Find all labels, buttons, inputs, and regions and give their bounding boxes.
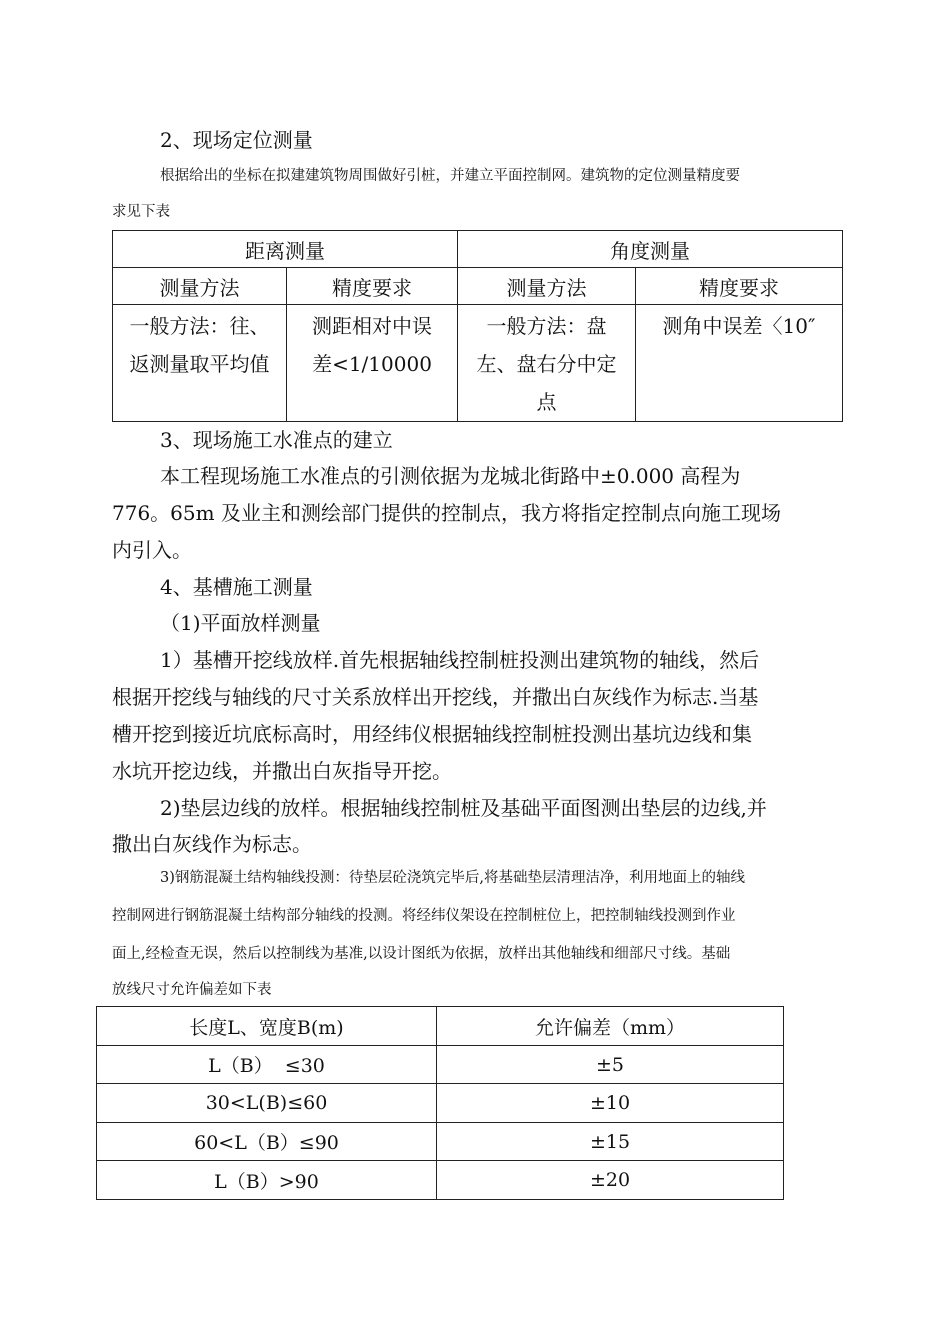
cell-line: 差<1/10000 — [312, 352, 432, 376]
column-header: 允许偏差（mm） — [437, 1007, 784, 1046]
table-row — [97, 1084, 784, 1123]
paragraph-3-line: 放线尺寸允许偏差如下表 — [112, 982, 272, 998]
table-cell: 30<L(B)≤60 — [97, 1084, 437, 1123]
paragraph-1-line: 根据开挖线与轴线的尺寸关系放样出开挖线，并撒出白灰线作为标志.当基 — [112, 685, 759, 709]
paragraph-1-line: 槽开挖到接近坑底标高时，用经纬仪根据轴线控制桩投测出基坑边线和集 — [112, 722, 752, 746]
cell-line: 测距相对中误 — [312, 314, 432, 338]
cell-line: 点 — [536, 390, 557, 414]
table-cell: L（B）>90 — [97, 1161, 437, 1200]
section-2-paragraph-line: 根据给出的坐标在拟建建筑物周围做好引桩，并建立平面控制网。建筑物的定位测量精度要 — [160, 168, 740, 184]
section-3-line: 776。65m 及业主和测绘部门提供的控制点，我方将指定控制点向施工现场 — [112, 501, 781, 525]
paragraph-3-line: 3)钢筋混凝土结构轴线投测：待垫层砼浇筑完毕后,将基础垫层清理洁净，利用地面上的轴线 — [160, 870, 745, 886]
paragraph-1-line: 1）基槽开挖线放样.首先根据轴线控制桩投测出建筑物的轴线，然后 — [160, 648, 760, 672]
cell-line: 测角中误差〈10″ — [662, 314, 816, 338]
positioning-accuracy-table — [112, 230, 843, 422]
paragraph-3-line: 面上,经检查无误，然后以控制线为基准,以设计图纸为依据，放样出其他轴线和细部尺寸线。基础 — [112, 946, 731, 962]
cell-line: 返测量取平均值 — [129, 352, 270, 376]
cell-line: 一般方法：盘 — [486, 314, 607, 338]
paragraph-1-line: 水坑开挖边线，并撒出白灰指导开挖。 — [112, 759, 452, 783]
section-3-line: 内引入。 — [112, 538, 192, 562]
subsection-heading: （1)平面放样测量 — [160, 611, 321, 635]
table-cell: ±20 — [437, 1161, 784, 1200]
cell-line: 一般方法：往、 — [129, 314, 270, 338]
table-cell: L（B） ≤30 — [97, 1046, 437, 1084]
section-2-heading: 2、现场定位测量 — [160, 128, 313, 152]
section-3-line: 本工程现场施工水准点的引测依据为龙城北街路中±0.000 高程为 — [160, 464, 741, 488]
distance-group-header: 距离测量 — [113, 231, 458, 268]
table-cell — [636, 305, 843, 422]
paragraph-2-line: 撒出白灰线作为标志。 — [112, 832, 312, 856]
table-cell: 60<L（B）≤90 — [97, 1123, 437, 1161]
table-cell: ±10 — [437, 1084, 784, 1123]
table-cell — [287, 305, 458, 422]
table-row — [97, 1161, 784, 1200]
table-cell — [458, 305, 636, 422]
section-3-heading: 3、现场施工水准点的建立 — [160, 428, 393, 452]
paragraph-2-line: 2)垫层边线的放样。根据轴线控制桩及基础平面图测出垫层的边线,并 — [160, 796, 767, 820]
column-header: 长度L、宽度B(m) — [97, 1007, 437, 1046]
column-header: 测量方法 — [113, 268, 287, 305]
table-cell — [113, 305, 287, 422]
column-header: 精度要求 — [287, 268, 458, 305]
column-header: 测量方法 — [458, 268, 636, 305]
paragraph-3-line: 控制网进行钢筋混凝土结构部分轴线的投测。将经纬仪架设在控制桩位上，把控制轴线投测到作业 — [112, 908, 736, 924]
section-4-heading: 4、基槽施工测量 — [160, 575, 313, 599]
section-2-paragraph-line: 求见下表 — [112, 204, 170, 220]
table-cell: ±15 — [437, 1123, 784, 1161]
column-header: 精度要求 — [636, 268, 843, 305]
tolerance-table — [96, 1006, 784, 1200]
table-cell: ±5 — [437, 1046, 784, 1084]
cell-line: 左、盘右分中定 — [476, 352, 617, 376]
table-row — [97, 1046, 784, 1084]
table-row — [97, 1123, 784, 1161]
angle-group-header: 角度测量 — [458, 231, 843, 268]
